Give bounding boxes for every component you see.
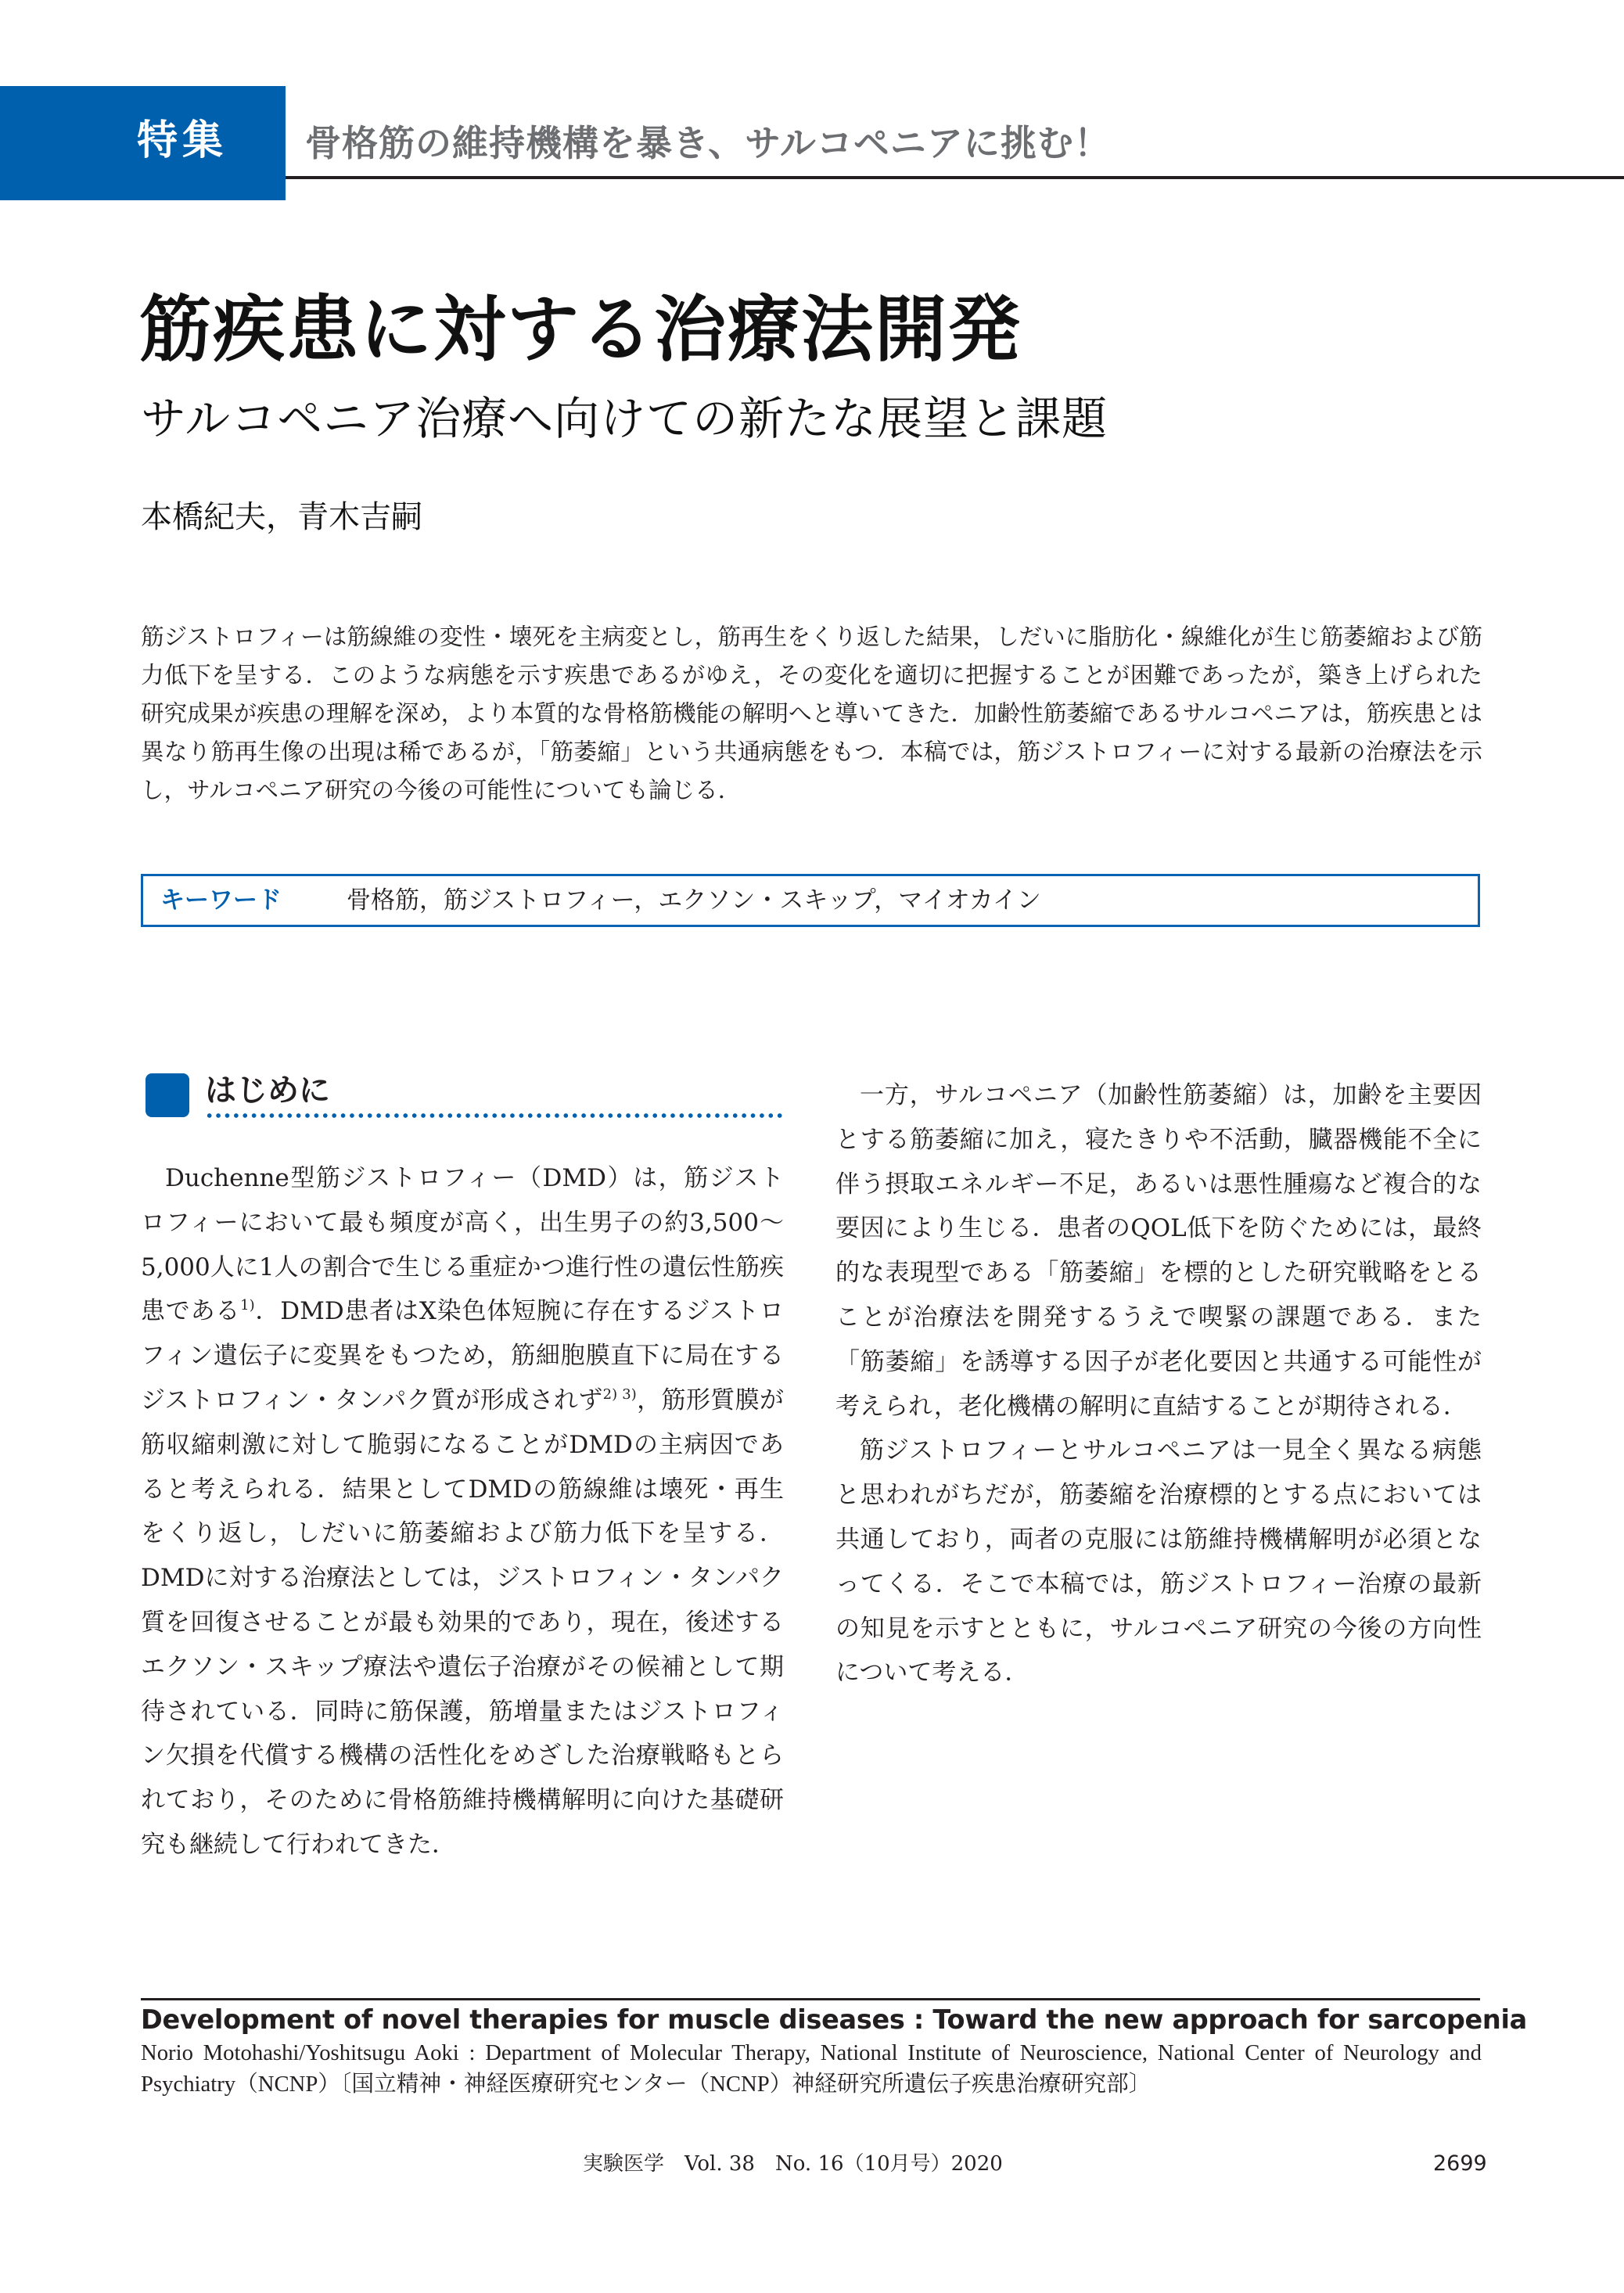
citation-ref[interactable]: 1)	[240, 1297, 255, 1314]
section-marker-icon	[146, 1073, 189, 1117]
page-number: 2699	[1433, 2151, 1487, 2176]
paragraph	[141, 1156, 784, 1867]
header-rule	[286, 176, 1624, 179]
paragraph: 筋ジストロフィーとサルコペニアは一見全く異なる病態と思われがちだが，筋萎縮を治療標的とする点においては共通しており，両者の克服には筋維持機構解明が必須となってくる．そこで本稿では，筋ジストロフィー治療の最新の知見を示すとともに，サルコペニア研究の今後の方向性について考える．	[835, 1436, 1482, 1687]
english-title: Development of novel therapies for muscle diseases : Toward the new approach for sarcopenia	[141, 2004, 1527, 2035]
keywords-list: 骨格筋，筋ジストロフィー，エクソン・スキップ，マイオカイン	[347, 886, 1041, 915]
paragraph-text: Duchenne型筋ジストロフィー（DMD）は，筋ジストロフィーにおいて最も頻度が高く，出生男子の約3,500～5,000人に1人の割合で生じる重症かつ進行性の遺伝性筋疾患である	[141, 1164, 784, 1326]
abstract: 筋ジストロフィーは筋線維の変性・壊死を主病変とし，筋再生をくり返した結果，しだいに脂肪化・線維化が生じ筋萎縮および筋力低下を呈する．このような病態を示す疾患であるがゆえ，その変化を適切に把握することが困難であったが，築き上げられた研究成果が疾患の理解を深め，より本質的な骨格筋機能の解明へと導いてきた．加齢性筋萎縮であるサルコペニアは，筋疾患とは異なり筋再生像の出現は稀であるが，「筋萎縮」という共通病態をもつ．本稿では，筋ジストロフィーに対する最新の治療法を示し，サルコペニア研究の今後の可能性についても論じる．	[141, 624, 1482, 803]
section-dotted-rule	[205, 1113, 784, 1118]
feature-label: 特集	[137, 117, 228, 164]
article-title: 筋疾患に対する治療法開発	[139, 288, 1022, 372]
body-column-left	[141, 1156, 784, 1867]
feature-series-title: 骨格筋の維持機構を暴き、サルコペニアに挑む！	[305, 122, 1111, 164]
paragraph: 一方，サルコペニア（加齢性筋萎縮）は，加齢を主要因とする筋萎縮に加え，寝たきりや不活動，臓器機能不全に伴う摂取エネルギー不足，あるいは悪性腫瘍など複合的な要因により生じる．患者のQOL低下を防ぐためには，最終的な表現型である「筋萎縮」を標的とした研究戦略をとることが治療法を開発するうえで喫緊の課題である．また「筋萎縮」を誘導する因子が老化要因と共通する可能性が考えられ，老化機構の解明に直結することが期待される．	[835, 1081, 1482, 1421]
citation-ref[interactable]: 2) 3)	[602, 1386, 637, 1403]
author-affiliation: Norio Motohashi/Yoshitsugu Aoki : Department of Molecular Therapy, National Institute of Neuroscience, National Center of Neurology and Psychiatry（NCNP）〔国立精神・神経医療研究センター（NCNP）神経研究所遺伝子疾患治療研究部〕	[141, 2040, 1482, 2097]
paragraph-text: ，筋形質膜が筋収縮刺激に対して脆弱になることがDMDの主病因であると考えられる．結果としてDMDの筋線維は壊死・再生をくり返し，しだいに筋萎縮および筋力低下を呈する．DMDに対する治療法としては，ジストロフィン・タンパク質を回復させることが最も効果的であり，現在，後述するエクソン・スキップ療法や遺伝子治療がその候補として期待されている．同時に筋保護，筋増量またはジストロフィン欠損を代償する機構の活性化をめざした治療戦略もとられており，そのために骨格筋維持機構解明に向けた基礎研究も継続して行われてきた．	[141, 1386, 785, 1859]
footer-rule	[141, 1998, 1480, 2000]
keywords-label: キーワード	[160, 886, 282, 915]
section-title: はじめに	[205, 1073, 330, 1109]
authors: 本橋紀夫，青木吉嗣	[141, 499, 422, 535]
article-subtitle: サルコペニア治療へ向けての新たな展望と課題	[141, 392, 1108, 445]
paragraph-text: ．DMD患者はX染色体短腕に存在するジストロフィン遺伝子に変異をもつため，筋細胞膜直下に局在するジストロフィン・タンパク質が形成されず	[141, 1297, 784, 1414]
body-column-right	[835, 1073, 1482, 1695]
journal-citation: 実験医学 Vol. 38 No. 16（10月号）2020	[583, 2152, 1003, 2176]
